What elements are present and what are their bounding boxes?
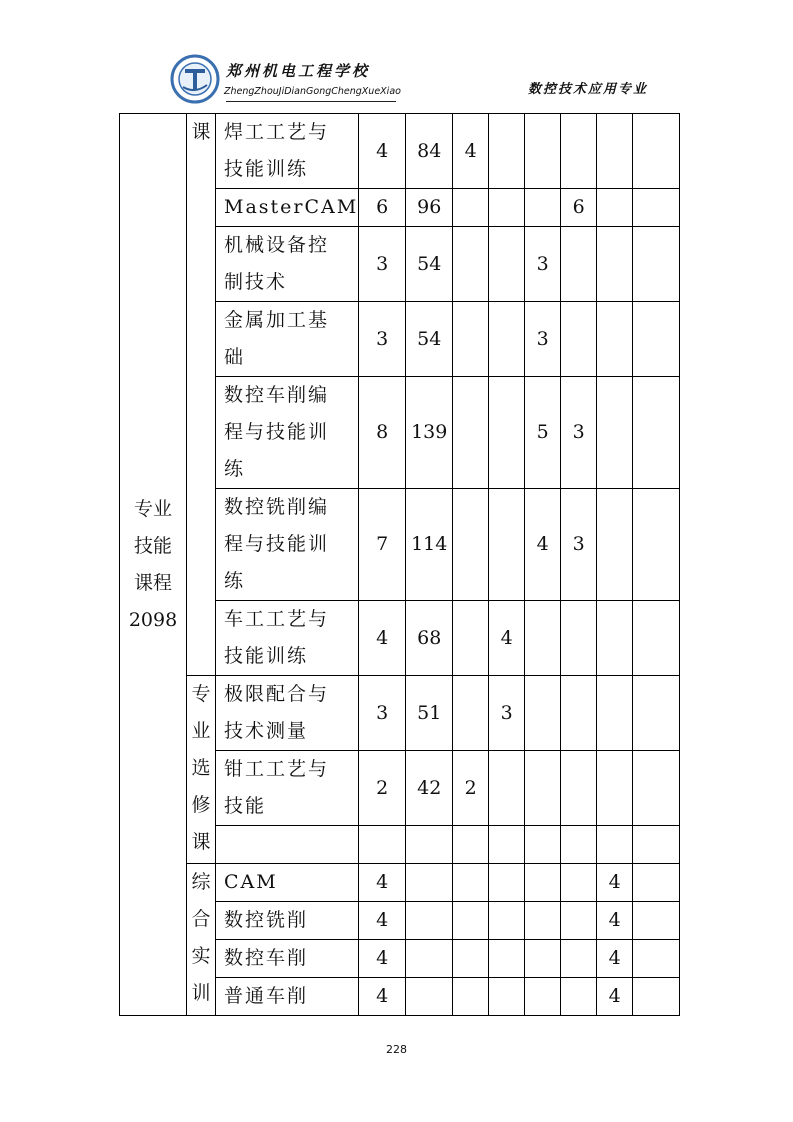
course-name-cell xyxy=(216,114,359,189)
cell-s3 xyxy=(525,189,561,227)
module-label: 业 xyxy=(191,720,211,742)
cell-s6 xyxy=(633,189,680,227)
course-name-cell xyxy=(216,227,359,302)
page-header xyxy=(170,52,660,112)
module-label: 实 xyxy=(191,945,211,967)
category-label: 课程 xyxy=(133,571,172,594)
cell-s2: 3 xyxy=(489,676,525,751)
cell-s4: 6 xyxy=(561,189,597,227)
cell-s3 xyxy=(525,978,561,1016)
cell-s5 xyxy=(597,751,633,826)
module-label: 修 xyxy=(191,794,211,816)
cell-s5 xyxy=(597,114,633,189)
cell-s3 xyxy=(525,940,561,978)
cell-hours: 114 xyxy=(406,489,453,601)
cell-credits: 4 xyxy=(359,978,406,1016)
cell-s1 xyxy=(453,189,489,227)
cell-s6 xyxy=(633,864,680,902)
cell-s5 xyxy=(597,601,633,676)
cell-s2 xyxy=(489,189,525,227)
cell-s2 xyxy=(489,902,525,940)
cell-hours: 68 xyxy=(406,601,453,676)
cell-s1: 2 xyxy=(453,751,489,826)
cell-s6 xyxy=(633,978,680,1016)
cell-s1 xyxy=(453,302,489,377)
course-name-line: 金属加工基 xyxy=(224,309,330,331)
header-rule xyxy=(226,101,396,102)
cell-s3 xyxy=(525,864,561,902)
cell-hours xyxy=(406,864,453,902)
course-name-line: 练 xyxy=(224,570,246,592)
cell-s6 xyxy=(633,227,680,302)
cell-s4 xyxy=(561,676,597,751)
cell-credits: 6 xyxy=(359,189,406,227)
cell-s4 xyxy=(561,302,597,377)
module-label: 课 xyxy=(191,831,211,853)
cell-hours: 96 xyxy=(406,189,453,227)
cell-credits: 3 xyxy=(359,227,406,302)
course-name-line: 础 xyxy=(224,346,246,368)
course-name-line: 制技术 xyxy=(224,271,288,293)
course-name-line: 数控铣削编 xyxy=(224,496,330,518)
cell-s3: 4 xyxy=(525,489,561,601)
cell-s5: 4 xyxy=(597,902,633,940)
cell-s6 xyxy=(633,940,680,978)
cell-s5: 4 xyxy=(597,978,633,1016)
cell-s1 xyxy=(453,601,489,676)
course-name-line: 普通车削 xyxy=(224,985,309,1007)
module-label: 选 xyxy=(191,757,211,779)
module-label: 课 xyxy=(191,121,211,143)
cell-hours xyxy=(406,978,453,1016)
course-name-line: 数控车削编 xyxy=(224,384,330,406)
course-name-line: 车工工艺与 xyxy=(224,608,330,630)
cell-s1 xyxy=(453,826,489,864)
course-name-cell xyxy=(216,601,359,676)
cell-s3 xyxy=(525,826,561,864)
cell-credits: 3 xyxy=(359,676,406,751)
cell-hours: 54 xyxy=(406,227,453,302)
course-name-line: 极限配合与 xyxy=(224,683,330,705)
cell-s5 xyxy=(597,302,633,377)
cell-s4 xyxy=(561,864,597,902)
cell-s6 xyxy=(633,902,680,940)
cell-s6 xyxy=(633,489,680,601)
cell-s4 xyxy=(561,227,597,302)
course-name-cell xyxy=(216,189,359,227)
cell-s5: 4 xyxy=(597,940,633,978)
cell-s2 xyxy=(489,978,525,1016)
cell-s5 xyxy=(597,189,633,227)
cell-s4 xyxy=(561,601,597,676)
cell-credits: 2 xyxy=(359,751,406,826)
cell-credits: 8 xyxy=(359,377,406,489)
school-name-en: ZhengZhouJiDianGongChengXueXiao xyxy=(224,86,401,97)
cell-s1 xyxy=(453,902,489,940)
course-name-cell xyxy=(216,940,359,978)
cell-s1 xyxy=(453,676,489,751)
category-label: 2098 xyxy=(128,608,178,631)
cell-s3 xyxy=(525,751,561,826)
cell-s6 xyxy=(633,377,680,489)
cell-s5 xyxy=(597,676,633,751)
cell-s3 xyxy=(525,902,561,940)
course-name-line: 机械设备控 xyxy=(224,234,330,256)
table-row xyxy=(120,864,680,902)
curriculum-table xyxy=(119,113,680,1016)
cell-s2 xyxy=(489,864,525,902)
category-label: 技能 xyxy=(133,534,172,557)
cell-s2 xyxy=(489,114,525,189)
course-name-cell xyxy=(216,978,359,1016)
cell-s1 xyxy=(453,864,489,902)
school-name-cn: 郑州机电工程学校 xyxy=(226,62,371,80)
cell-s5 xyxy=(597,227,633,302)
category-cell xyxy=(120,114,187,1016)
cell-s2 xyxy=(489,826,525,864)
cell-hours: 42 xyxy=(406,751,453,826)
cell-s1 xyxy=(453,978,489,1016)
course-name-cell xyxy=(216,489,359,601)
cell-hours: 84 xyxy=(406,114,453,189)
course-name-line: 技能训练 xyxy=(224,645,309,667)
cell-credits: 7 xyxy=(359,489,406,601)
cell-hours xyxy=(406,940,453,978)
module-label: 合 xyxy=(191,908,211,930)
cell-s6 xyxy=(633,302,680,377)
course-name-line: CAM xyxy=(224,871,278,893)
module-label: 训 xyxy=(191,982,211,1004)
cell-s1 xyxy=(453,489,489,601)
cell-s1: 4 xyxy=(453,114,489,189)
cell-credits: 3 xyxy=(359,302,406,377)
course-name-cell xyxy=(216,902,359,940)
cell-s4 xyxy=(561,114,597,189)
cell-s2 xyxy=(489,227,525,302)
page-number: 228 xyxy=(386,1043,407,1056)
module-label: 专 xyxy=(191,683,211,705)
course-name-cell xyxy=(216,302,359,377)
cell-credits: 4 xyxy=(359,601,406,676)
course-name-line: 钳工工艺与 xyxy=(224,758,330,780)
cell-hours: 54 xyxy=(406,302,453,377)
table-row xyxy=(120,114,680,189)
course-name-line: 练 xyxy=(224,458,246,480)
course-name-line: 技术测量 xyxy=(224,720,309,742)
cell-hours xyxy=(406,902,453,940)
course-name-line: 数控车削 xyxy=(224,947,309,969)
course-name-cell xyxy=(216,676,359,751)
cell-s3: 3 xyxy=(525,227,561,302)
cell-s4: 3 xyxy=(561,489,597,601)
cell-s5 xyxy=(597,826,633,864)
cell-s3: 5 xyxy=(525,377,561,489)
cell-s4 xyxy=(561,940,597,978)
cell-s4 xyxy=(561,751,597,826)
cell-s6 xyxy=(633,826,680,864)
cell-s6 xyxy=(633,676,680,751)
cell-hours xyxy=(406,826,453,864)
module-label: 综 xyxy=(191,871,211,893)
course-name-cell xyxy=(216,377,359,489)
module-training xyxy=(187,864,216,1016)
school-logo-icon xyxy=(170,54,220,104)
cell-s3: 3 xyxy=(525,302,561,377)
cell-s3 xyxy=(525,601,561,676)
course-name-line: 程与技能训 xyxy=(224,533,330,555)
cell-s4: 3 xyxy=(561,377,597,489)
cell-s2 xyxy=(489,302,525,377)
cell-s2 xyxy=(489,940,525,978)
cell-s4 xyxy=(561,978,597,1016)
cell-s6 xyxy=(633,114,680,189)
cell-hours: 51 xyxy=(406,676,453,751)
module-elective xyxy=(187,676,216,864)
cell-s3 xyxy=(525,676,561,751)
cell-s2: 4 xyxy=(489,601,525,676)
cell-credits: 4 xyxy=(359,902,406,940)
cell-s2 xyxy=(489,489,525,601)
module-core xyxy=(187,114,216,676)
cell-s5 xyxy=(597,489,633,601)
cell-credits xyxy=(359,826,406,864)
course-name-cell xyxy=(216,864,359,902)
cell-hours: 139 xyxy=(406,377,453,489)
cell-s5: 4 xyxy=(597,864,633,902)
course-name-line: 技能训练 xyxy=(224,158,309,180)
course-name-cell xyxy=(216,751,359,826)
cell-s4 xyxy=(561,902,597,940)
cell-s6 xyxy=(633,751,680,826)
cell-s5 xyxy=(597,377,633,489)
course-name-line: 数控铣削 xyxy=(224,909,309,931)
major-title: 数控技术应用专业 xyxy=(527,82,648,97)
course-name-line: 程与技能训 xyxy=(224,421,330,443)
cell-s2 xyxy=(489,377,525,489)
category-label: 专业 xyxy=(133,497,172,520)
cell-credits: 4 xyxy=(359,864,406,902)
cell-s1 xyxy=(453,227,489,302)
course-name-line: 焊工工艺与 xyxy=(224,121,330,143)
cell-s1 xyxy=(453,377,489,489)
cell-s3 xyxy=(525,114,561,189)
cell-s6 xyxy=(633,601,680,676)
cell-credits: 4 xyxy=(359,940,406,978)
cell-s4 xyxy=(561,826,597,864)
course-name-line: 技能 xyxy=(224,795,267,817)
cell-credits: 4 xyxy=(359,114,406,189)
course-name-cell xyxy=(216,826,359,864)
cell-s2 xyxy=(489,751,525,826)
course-name-line: MasterCAM xyxy=(224,196,359,218)
cell-s1 xyxy=(453,940,489,978)
table-row xyxy=(120,676,680,751)
